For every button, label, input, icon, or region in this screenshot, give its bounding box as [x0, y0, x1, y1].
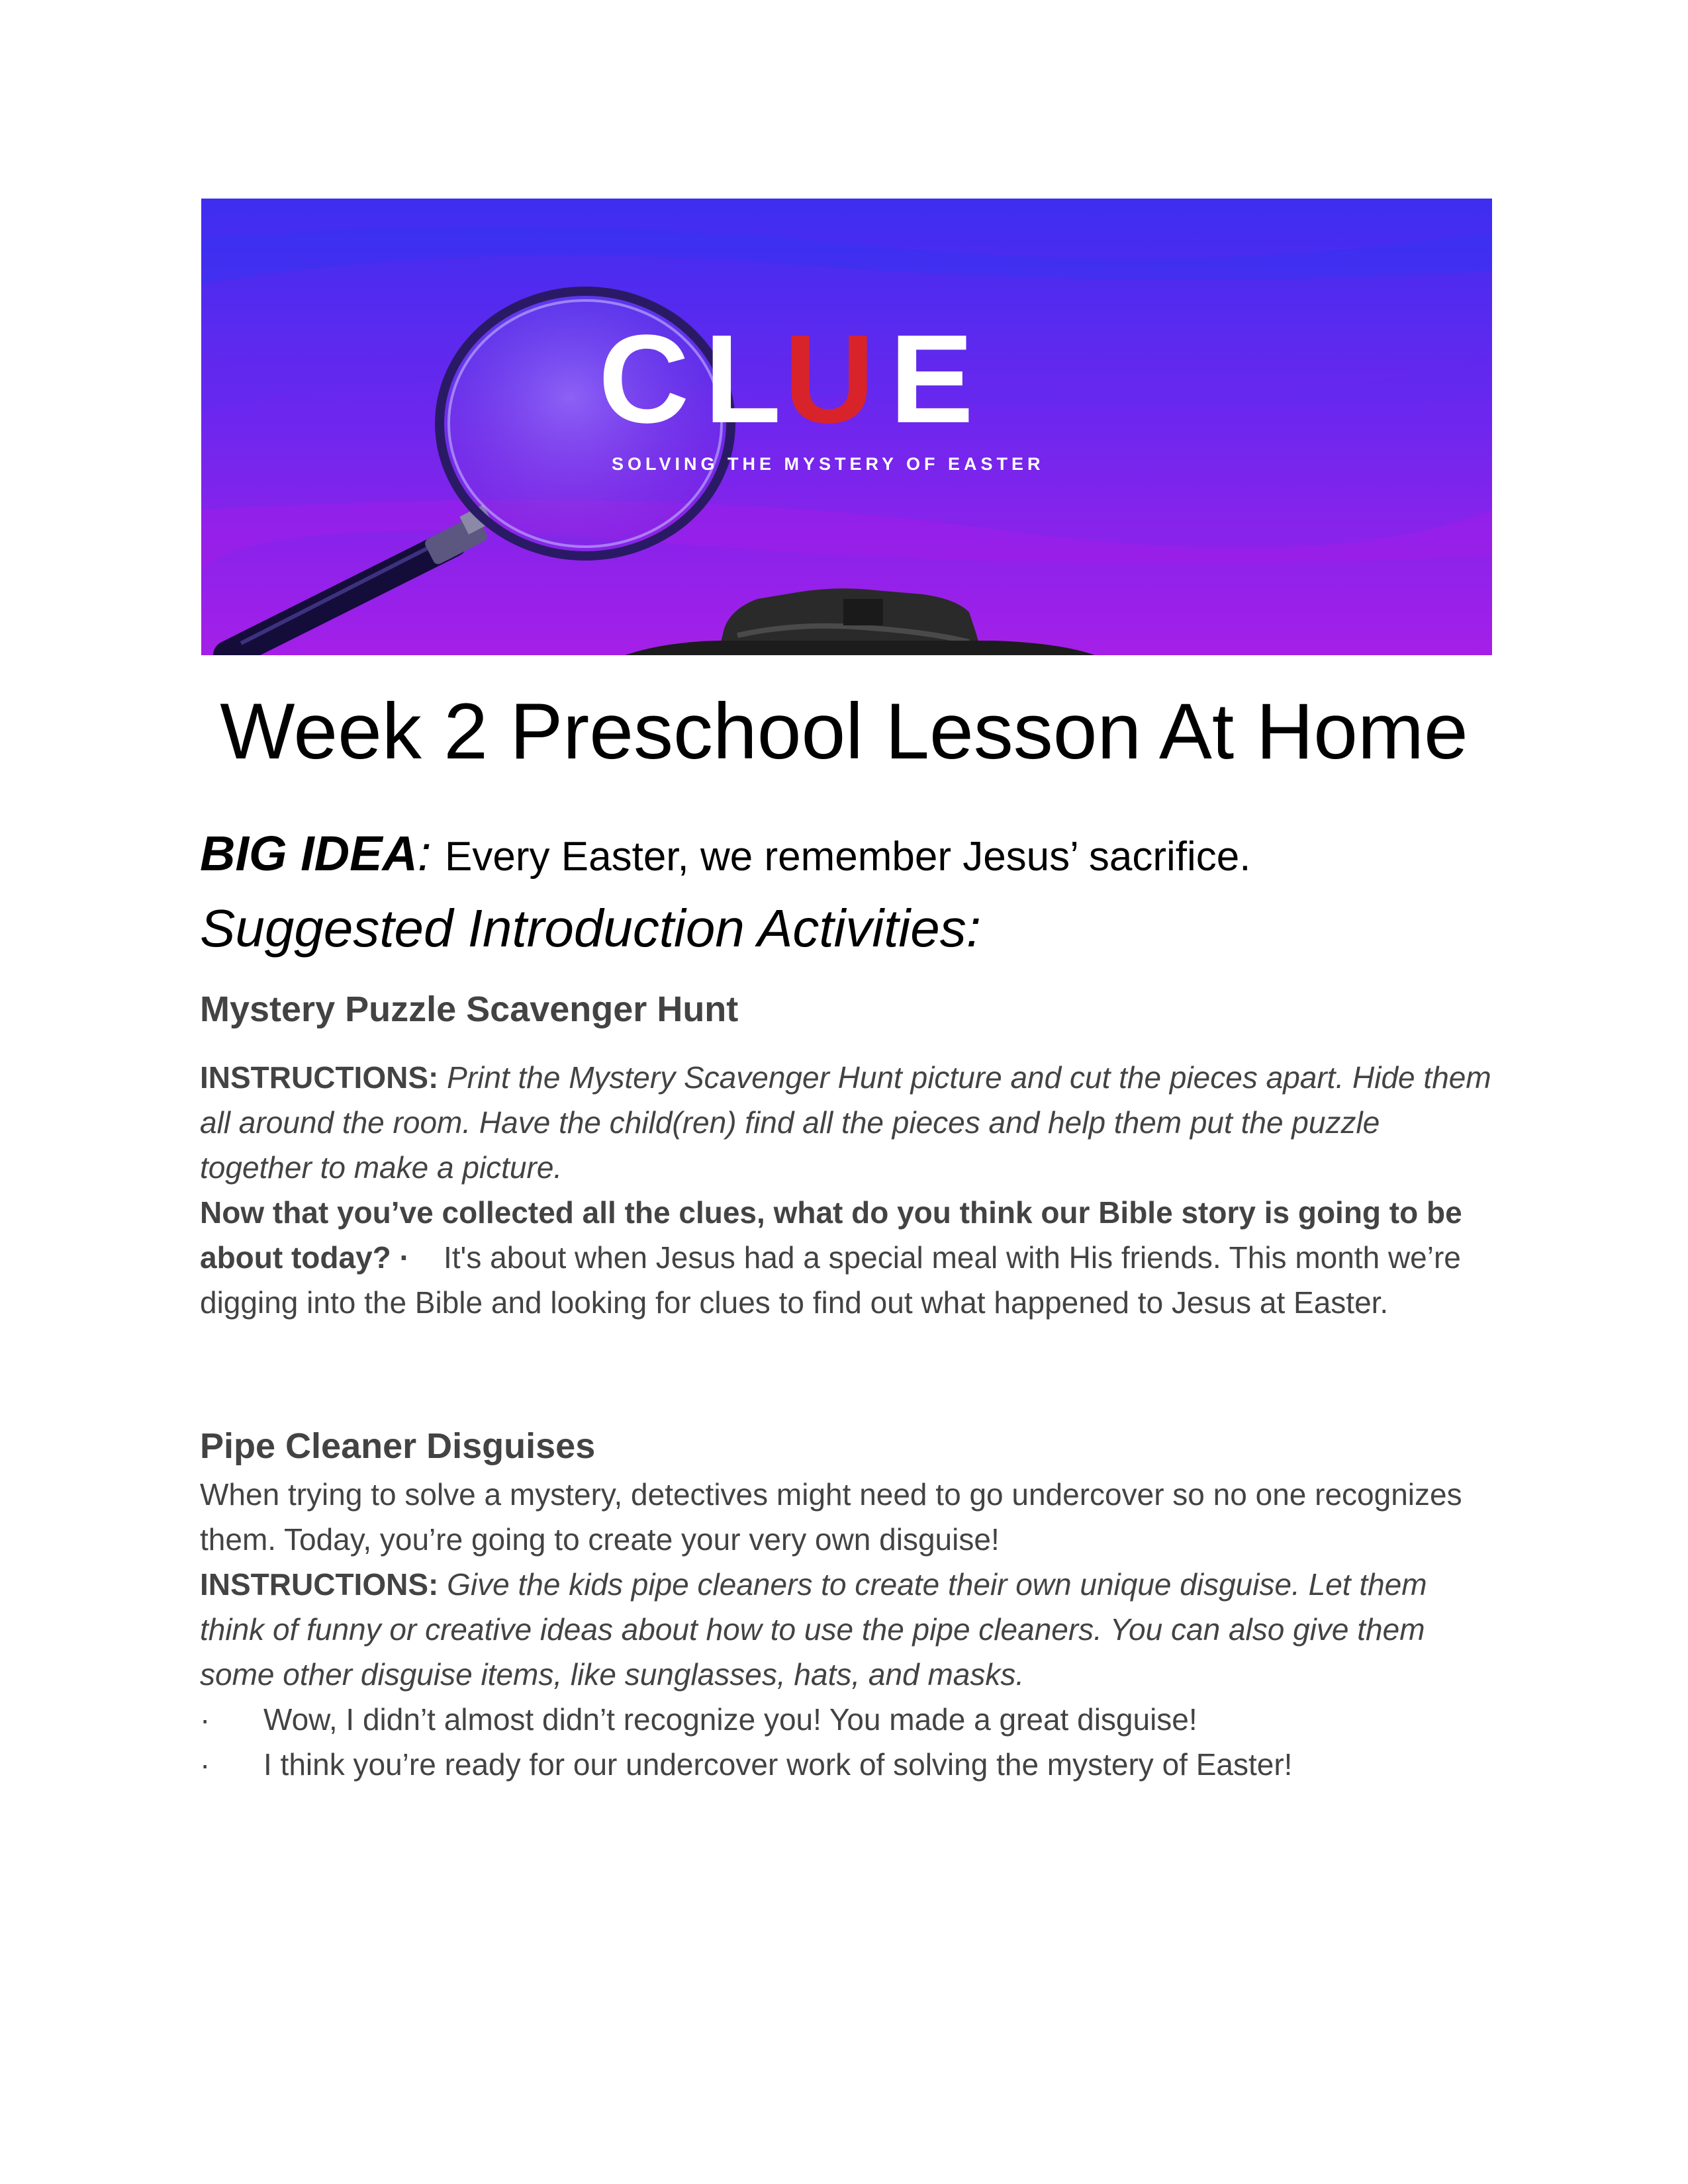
logo-tagline: SOLVING THE MYSTERY OF EASTER — [612, 454, 1045, 474]
bullet-text: I think you’re ready for our undercover work of solving the mystery of Easter! — [263, 1747, 1293, 1782]
activity1-instructions — [200, 1055, 1497, 1190]
bullet-marker: · — [200, 1702, 211, 1737]
bullet-marker: · — [200, 1747, 211, 1782]
activity2-instructions-text: Give the kids pipe cleaners to create their own unique disguise. Let them think of funny or creative ideas about how to use the pipe cleaners. You can also give them some other disguise items, like sunglasses, hats, and masks. — [200, 1567, 1427, 1692]
activity2-heading: Pipe Cleaner Disguises — [200, 1426, 596, 1466]
activity2-bullet-1 — [200, 1697, 1497, 1742]
big-idea-label: BIG IDEA — [200, 826, 418, 881]
clue-banner-image — [201, 199, 1492, 655]
page-title: Week 2 Preschool Lesson At Home — [220, 687, 1468, 776]
activity2-instructions-label: INSTRUCTIONS: — [200, 1567, 439, 1602]
big-idea-colon: : — [417, 826, 432, 881]
activity2-bullet-2 — [200, 1742, 1497, 1787]
logo-letter-u: U — [784, 309, 875, 449]
activity1-heading: Mystery Puzzle Scavenger Hunt — [200, 989, 739, 1029]
big-idea — [200, 821, 1250, 890]
intro-activities-heading: Suggested Introduction Activities: — [200, 899, 981, 958]
banner-artwork — [201, 199, 1492, 655]
activity1-instructions-text: Print the Mystery Scavenger Hunt picture and cut the pieces apart. Hide them all around the room. Have the child(ren) find all the pieces and help them put the puzzle together to make a picture. — [200, 1060, 1491, 1185]
activity2-instructions — [200, 1562, 1497, 1697]
activity2-intro: When trying to solve a mystery, detectives might need to go undercover so no one recognizes them. Today, you’re going to create your very own disguise! — [200, 1477, 1462, 1557]
logo-letter-e: E — [890, 309, 974, 449]
logo-letter-l: L — [704, 309, 782, 449]
logo-letter-c: C — [598, 309, 690, 449]
big-idea-text: Every Easter, we remember Jesus’ sacrifice. — [445, 834, 1251, 880]
activity1-instructions-label: INSTRUCTIONS: — [200, 1060, 439, 1095]
bullet-text: Wow, I didn’t almost didn’t recognize you! You made a great disguise! — [263, 1702, 1197, 1737]
activity1-question: Now that you’ve collected all the clues, what do you think our Bible story is going to be about today? · — [200, 1195, 1462, 1275]
activity1-answer: It's about when Jesus had a special meal with His friends. This month we’re digging into the Bible and looking for clues to find out what happened to Jesus at Easter. — [200, 1240, 1461, 1320]
activity1-question-answer — [200, 1190, 1497, 1325]
